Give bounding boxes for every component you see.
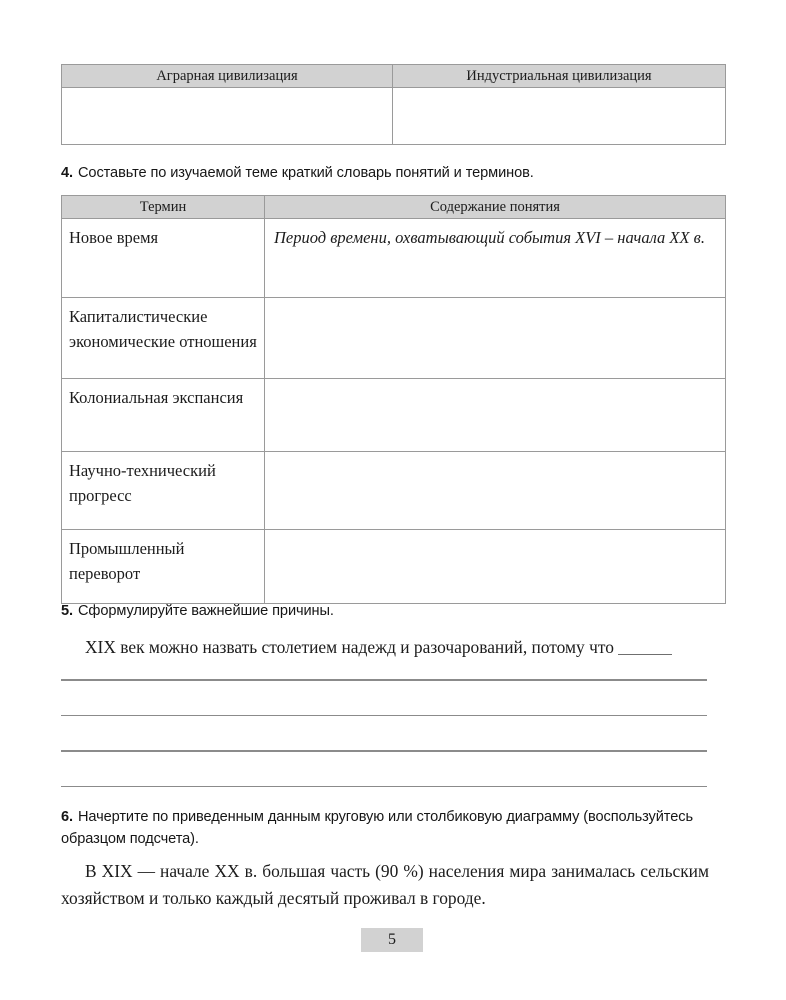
cell-definition[interactable] bbox=[265, 379, 726, 452]
column-header-agrarian: Аграрная цивилизация bbox=[62, 65, 393, 88]
answer-line[interactable] bbox=[61, 786, 707, 788]
question-5-text: Сформулируйте важнейшие причины. bbox=[77, 603, 334, 619]
cell-definition[interactable] bbox=[265, 452, 726, 530]
question-6-text: Начертите по приведенным данным круговую или столбиковую диаграмму (воспользуйтесь образцом подсчета). bbox=[61, 809, 693, 847]
answer-line[interactable] bbox=[61, 715, 707, 717]
cell-term: Промышленный переворот bbox=[62, 530, 265, 604]
table-row bbox=[62, 298, 726, 379]
cell-agrarian-answer[interactable] bbox=[62, 88, 393, 145]
question-4-heading bbox=[61, 162, 721, 184]
column-header-term: Термин bbox=[62, 196, 265, 219]
table-header-row bbox=[62, 196, 726, 219]
cell-industrial-answer[interactable] bbox=[393, 88, 726, 145]
question-5-answer-lines bbox=[61, 679, 707, 787]
terms-glossary-table bbox=[61, 195, 726, 604]
column-header-industrial: Индустриальная цивилизация bbox=[393, 65, 726, 88]
question-4-number: 4. bbox=[61, 165, 73, 181]
civilizations-comparison-table bbox=[61, 64, 726, 145]
cell-term: Колониальная экспансия bbox=[62, 379, 265, 452]
question-6-heading bbox=[61, 806, 713, 850]
answer-line[interactable] bbox=[61, 679, 707, 681]
table-row bbox=[62, 452, 726, 530]
cell-definition[interactable] bbox=[265, 298, 726, 379]
table-header-row bbox=[62, 65, 726, 88]
column-header-definition: Содержание понятия bbox=[265, 196, 726, 219]
cell-term: Капиталистические экономические отношения bbox=[62, 298, 265, 379]
answer-blank[interactable] bbox=[618, 654, 672, 655]
cell-definition: Период времени, охватывающий события XVI – начала XX в. bbox=[265, 219, 726, 298]
cell-term: Новое время bbox=[62, 219, 265, 298]
question-4-text: Составьте по изучаемой теме краткий словарь понятий и терминов. bbox=[77, 165, 534, 181]
table-row bbox=[62, 88, 726, 145]
question-5-heading bbox=[61, 600, 721, 622]
question-5-prompt bbox=[61, 634, 709, 661]
question-6-body: В XIX — начале XX в. большая часть (90 %) населения мира занималась сельским хозяйством и только каждый десятый проживал в городе. bbox=[61, 861, 709, 908]
table-row bbox=[62, 530, 726, 604]
cell-definition[interactable] bbox=[265, 530, 726, 604]
page-number: 5 bbox=[361, 928, 423, 952]
cell-term: Научно-технический прогресс bbox=[62, 452, 265, 530]
question-5-prompt-text: XIX век можно назвать столетием надежд и разочарований, потому что bbox=[85, 637, 614, 657]
table-row bbox=[62, 379, 726, 452]
answer-line[interactable] bbox=[61, 750, 707, 752]
question-5-number: 5. bbox=[61, 603, 73, 619]
table-row bbox=[62, 219, 726, 298]
question-6-number: 6. bbox=[61, 809, 73, 825]
